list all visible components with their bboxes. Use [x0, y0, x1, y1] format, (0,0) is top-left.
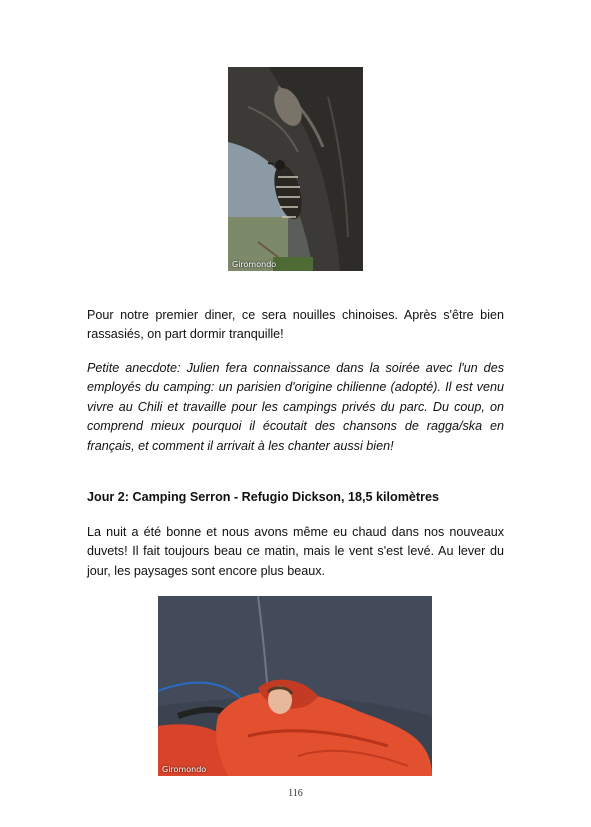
tent-photo [158, 596, 432, 776]
photo-watermark: Giromondo [232, 260, 277, 269]
paragraph-anecdote: Petite anecdote: Julien fera connaissance dans la soirée avec l'un des employés du camping: un parisien d'origine chilienne (adopté). Il est venu vivre au Chili et travaille pour les campings privés du parc. Du coup, on comprend mieux pourquoi il écoutait des chansons de ragga/ska en français, et comment il arrivait à les chanter aussi bien! [87, 361, 504, 453]
photo-watermark: Giromondo [162, 765, 207, 774]
paragraph-dinner: Pour notre premier diner, ce sera nouilles chinoises. Après s'être bien rassasiés, on part dormir tranquille! [87, 308, 504, 342]
tent-image [158, 596, 432, 776]
page-number: 116 [288, 788, 303, 799]
paragraph-morning: La nuit a été bonne et nous avons même eu chaud dans nos nouveaux duvets! Il fait toujours beau ce matin, mais le vent s'est levé. Au lever du jour, les paysages sont encore plus beaux. [87, 525, 504, 578]
woodpecker-image [228, 67, 363, 271]
woodpecker-photo [228, 67, 363, 271]
day-heading: Jour 2: Camping Serron - Refugio Dickson, 18,5 kilomètres [87, 490, 440, 504]
